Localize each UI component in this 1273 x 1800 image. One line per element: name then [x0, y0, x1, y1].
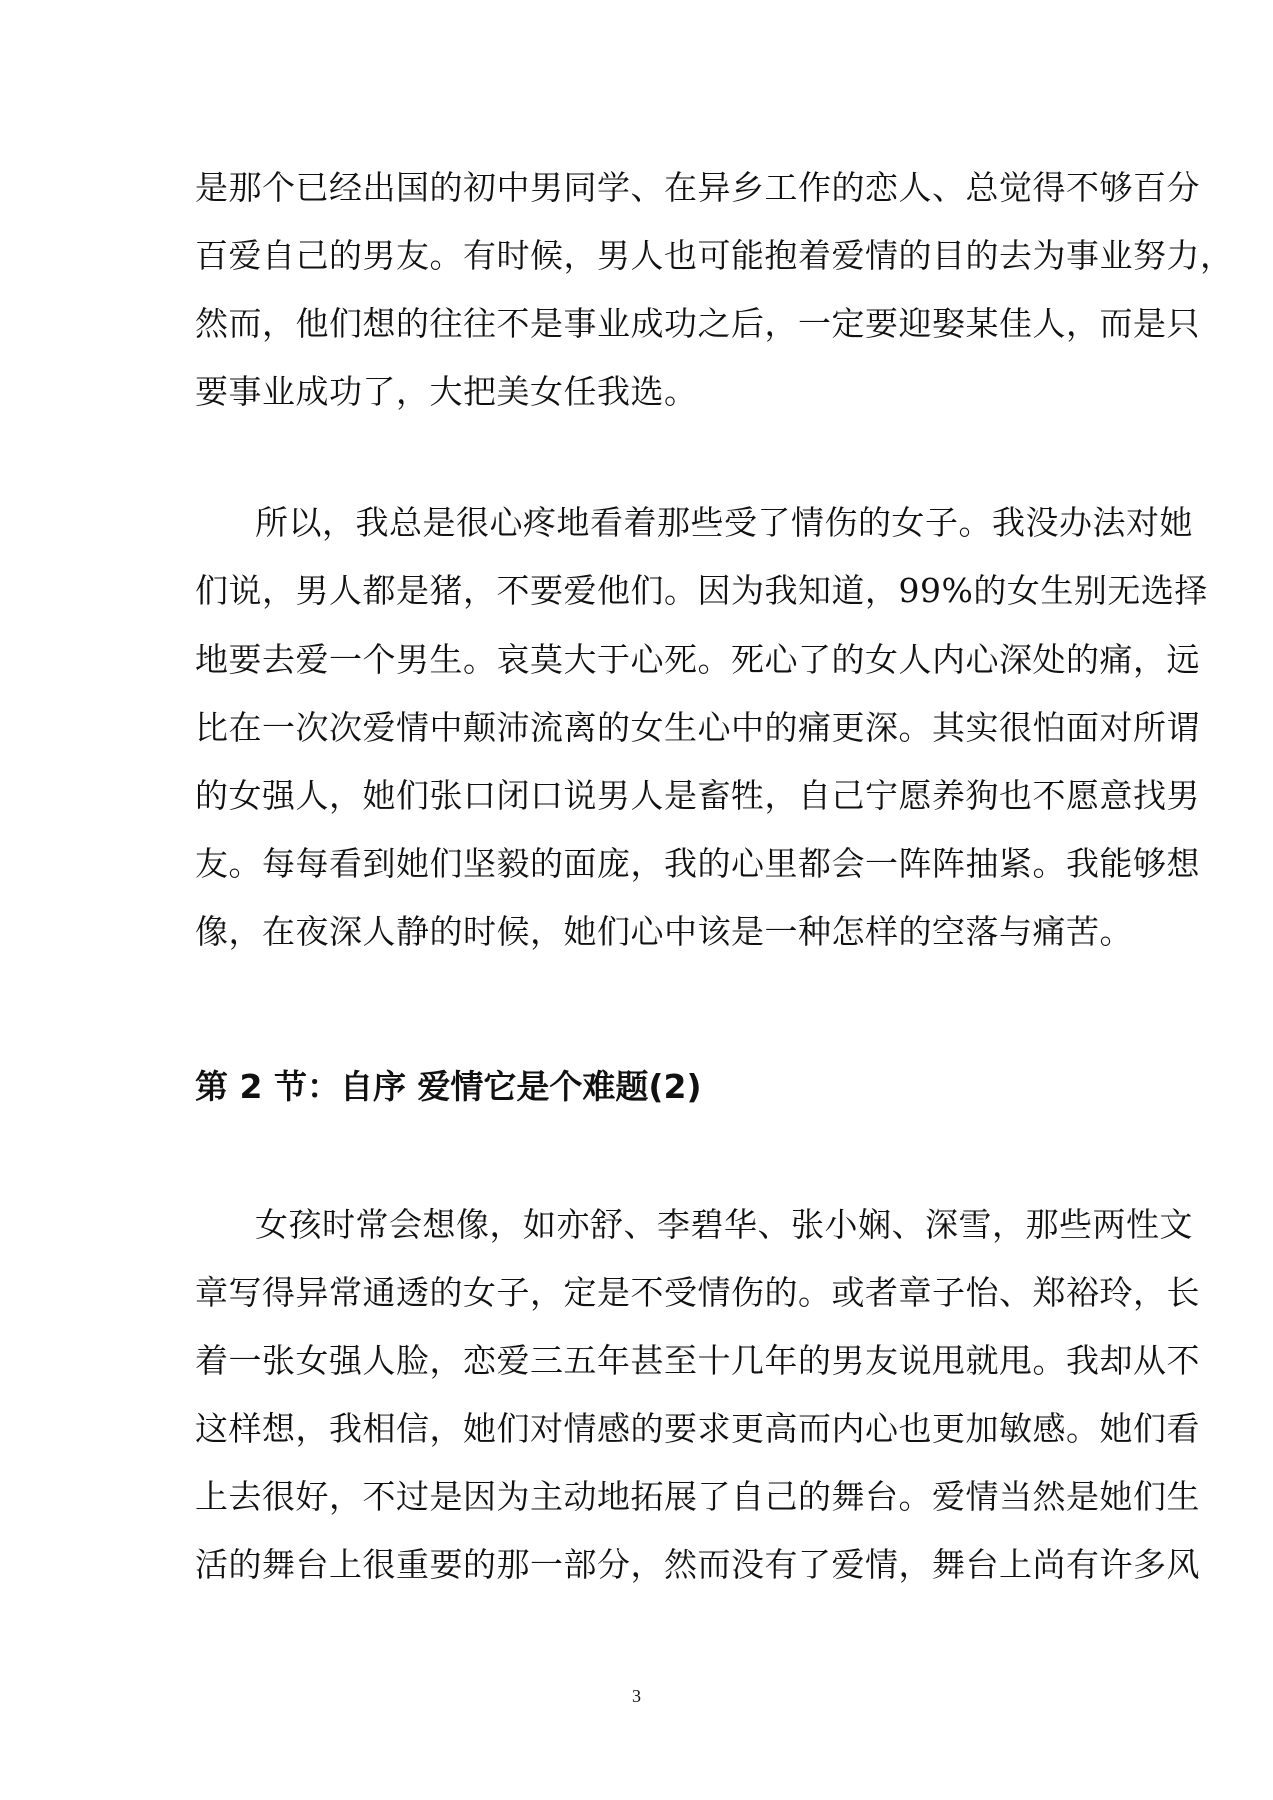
paragraph-2-line-3: 地要去爱一个男生。哀莫大于心死。死心了的女人内心深处的痛，远: [195, 640, 1200, 679]
paragraph-1-line-2: 百爱自己的男友。有时候，男人也可能抱着爱情的目的去为事业努力，: [195, 236, 1234, 275]
paragraph-3-line-3: 着一张女强人脸，恋爱三五年甚至十几年的男友说甩就甩。我却从不: [195, 1341, 1200, 1380]
paragraph-1-line-3: 然而，他们想的往往不是事业成功之后，一定要迎娶某佳人，而是只: [195, 304, 1200, 343]
page-number: 3: [632, 1686, 641, 1706]
paragraph-2-line-5: 的女强人，她们张口闭口说男人是畜牲，自己宁愿养狗也不愿意找男: [195, 776, 1200, 815]
paragraph-2-line-7: 像，在夜深人静的时候，她们心中该是一种怎样的空落与痛苦。: [195, 912, 1133, 951]
paragraph-1-line-4: 要事业成功了，大把美女任我选。: [195, 372, 698, 411]
paragraph-3-line-2: 章写得异常通透的女子，定是不受情伤的。或者章子怡、郑裕玲，长: [195, 1273, 1200, 1312]
paragraph-1-line-1: 是那个已经出国的初中男同学、在异乡工作的恋人、总觉得不够百分: [195, 168, 1200, 207]
paragraph-3-line-5: 上去很好，不过是因为主动地拓展了自己的舞台。爱情当然是她们生: [195, 1477, 1200, 1516]
paragraph-3-line-6: 活的舞台上很重要的那一部分，然而没有了爱情，舞台上尚有许多风: [195, 1545, 1200, 1584]
paragraph-2-line-6: 友。每每看到她们坚毅的面庞，我的心里都会一阵阵抽紧。我能够想: [195, 844, 1200, 883]
paragraph-3-line-1: 女孩时常会想像，如亦舒、李碧华、张小娴、深雪，那些两性文: [255, 1205, 1193, 1244]
paragraph-2-line-2: 们说，男人都是猪，不要爱他们。因为我知道，99%的女生别无选择: [195, 571, 1208, 610]
section-heading: 第 2 节：自序 爱情它是个难题(2): [195, 1067, 702, 1106]
paragraph-2-line-4: 比在一次次爱情中颠沛流离的女生心中的痛更深。其实很怕面对所谓: [195, 708, 1200, 747]
paragraph-2-line-1: 所以，我总是很心疼地看着那些受了情伤的女子。我没办法对她: [255, 503, 1193, 542]
paragraph-3-line-4: 这样想，我相信，她们对情感的要求更高而内心也更加敏感。她们看: [195, 1409, 1200, 1448]
